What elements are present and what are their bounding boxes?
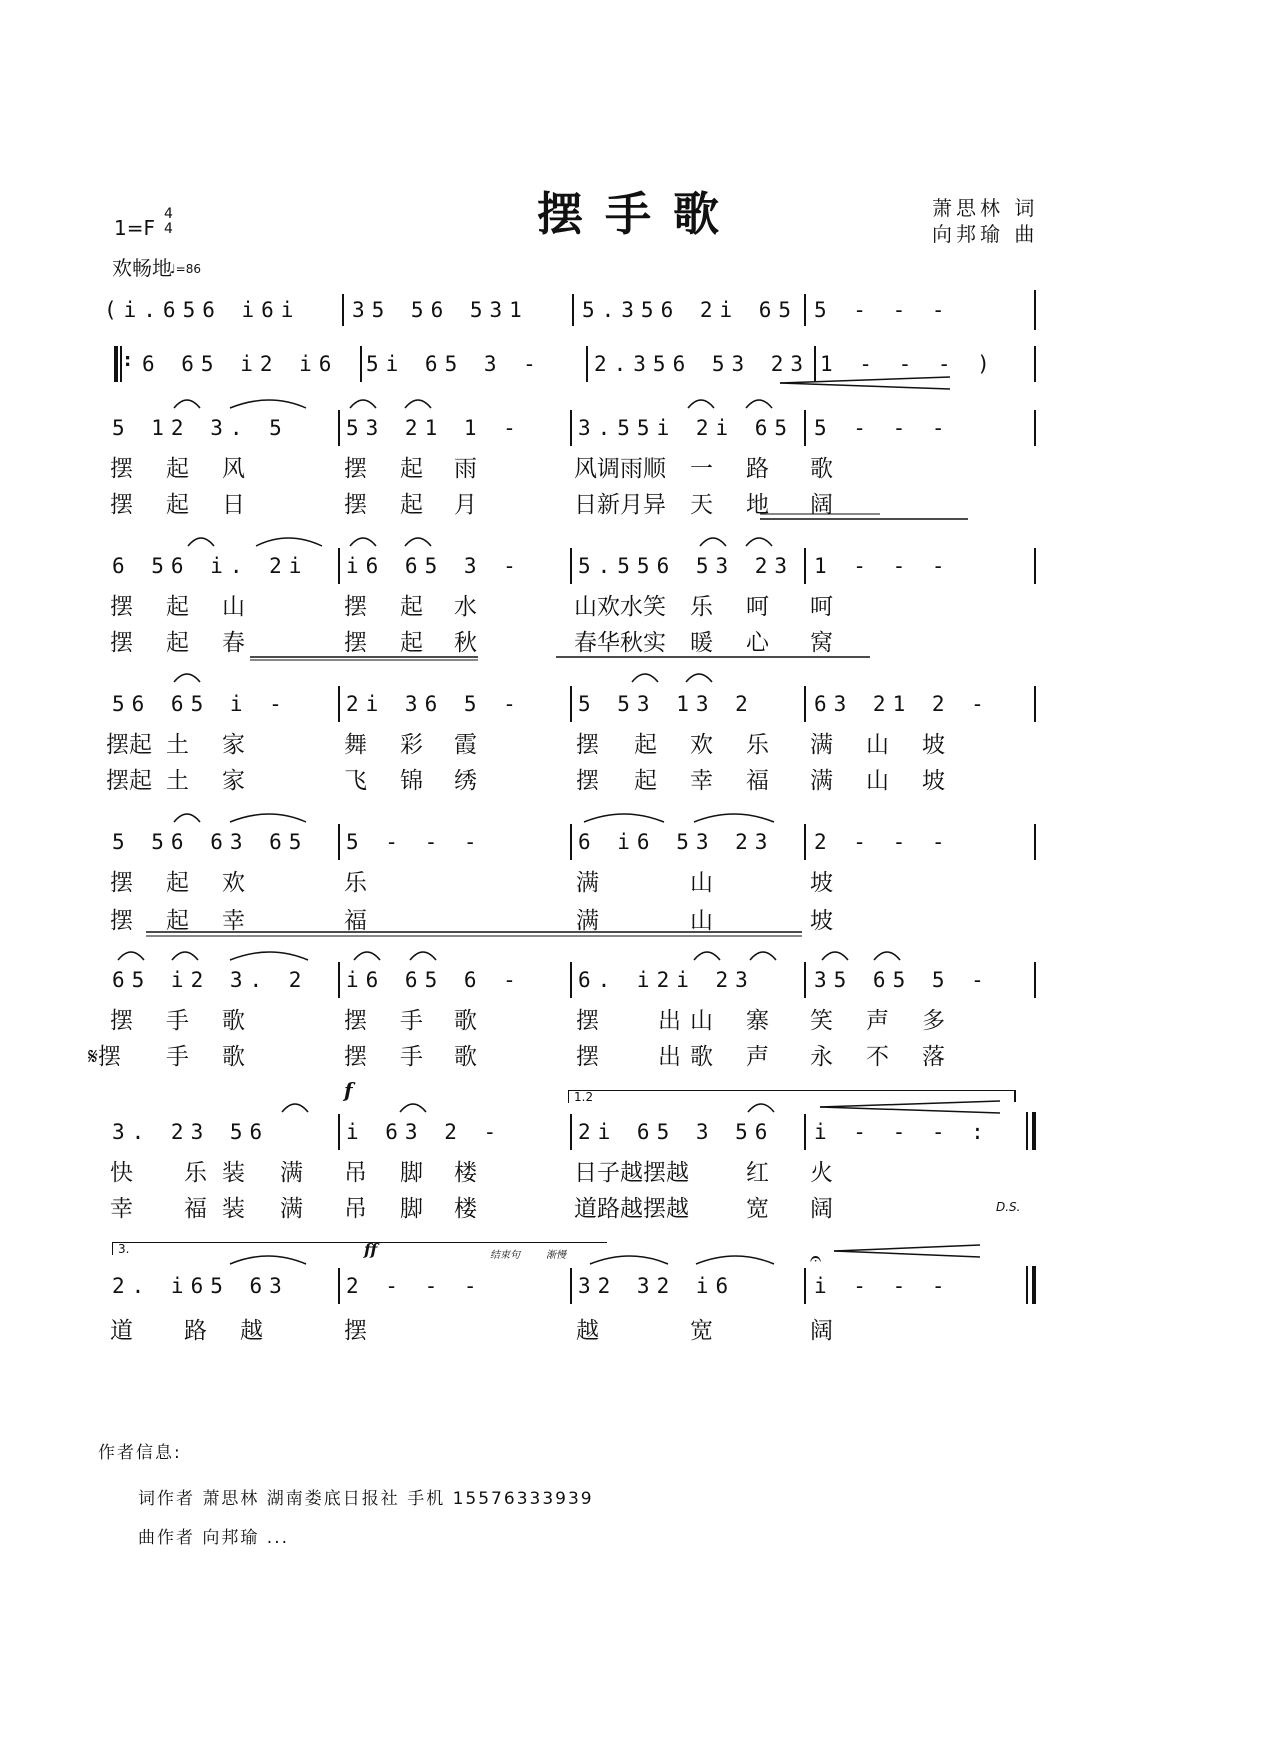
measure: 35 56 531 (352, 298, 529, 322)
volta-label: 3. (118, 1242, 130, 1256)
measure: 2. i65 63 (112, 1274, 289, 1298)
slurs-line-8 (260, 1096, 820, 1116)
bar-line (804, 686, 806, 722)
measure: i 63 2 - (346, 1120, 504, 1144)
bar-line (1034, 824, 1036, 860)
slurs-line-9 (220, 1248, 820, 1268)
bar-line (570, 962, 572, 998)
final-bar (1026, 1266, 1028, 1304)
song-title: 摆手歌 (537, 187, 741, 241)
measure: 2 - - - (814, 830, 952, 854)
forte-mark: f (344, 1078, 353, 1102)
slurs-line-4 (160, 530, 820, 550)
volta-end (1014, 1090, 1016, 1102)
bar-line (338, 824, 340, 860)
crescendo-mark (760, 512, 972, 526)
bar-line (570, 548, 572, 584)
lyricist-info: 词作者 萧思林 湖南娄底日报社 手机 15576333939 (138, 1489, 594, 1509)
score-line-9 (0, 1274, 1278, 1314)
bar-line (570, 1268, 572, 1304)
lyrics-line-9: 道 路 越 摆 越 宽 阔 (110, 1318, 833, 1344)
lyrics-line-5-verse-1: 摆起 土 家 舞 彩 霞 摆 起 欢 乐 满 山 坡 (106, 732, 945, 758)
tempo-mark: ♩=86 (170, 262, 201, 276)
dynamic-lines (146, 928, 808, 942)
lyrics-line-6-verse-2: 摆 起 幸 福 满 山 坡 (110, 908, 833, 934)
score-line-1 (0, 298, 1278, 338)
measure: 5i 65 3 - (366, 352, 543, 376)
bar-line (570, 686, 572, 722)
composer-info: 曲作者 向邦瑜 ... (138, 1528, 290, 1548)
fortissimo-mark: ff (364, 1240, 378, 1259)
measure: 63 21 2 - (814, 692, 991, 716)
bar-line (1034, 290, 1036, 330)
measure: 6. i2i 23 (578, 968, 755, 992)
measure: 3.55i 2i 65 (578, 416, 795, 440)
bar-line (360, 346, 362, 382)
dynamic-lines (250, 650, 880, 664)
bar-line (586, 346, 588, 382)
measure: 35 65 5 - (814, 968, 991, 992)
measure: 2.356 53 23 (594, 352, 811, 376)
measure: (i.656 i6i (104, 298, 301, 322)
measure: 56 65 i - (112, 692, 289, 716)
decrescendo-mark (820, 1100, 1010, 1114)
measure: 1 - - - ) (820, 352, 997, 376)
bar-line (338, 1114, 340, 1150)
decrescendo-mark (834, 1244, 984, 1258)
measure: i - - - : (814, 1120, 991, 1144)
measure: i - - - (814, 1274, 952, 1298)
measure: 53 21 1 - (346, 416, 523, 440)
bar-line (570, 410, 572, 446)
measure: 32 32 i6 (578, 1274, 736, 1298)
bar-line (1034, 346, 1036, 382)
bar-line (804, 962, 806, 998)
volta-label: 1.2 (574, 1090, 594, 1104)
bar-line (338, 686, 340, 722)
repeat-end-bar (1032, 1112, 1036, 1150)
measure: 1 - - - (814, 554, 952, 578)
bar-line (1034, 548, 1036, 584)
lyrics-line-7-verse-1: 摆 手 歌 摆 手 歌 摆 出 山 寨 笑 声 多 (110, 1008, 945, 1034)
slurs-line-5 (160, 666, 820, 686)
bar-line (1034, 962, 1036, 998)
lyrics-line-5-verse-2: 摆起 土 家 飞 锦 绣 摆 起 幸 福 满 山 坡 (106, 768, 945, 794)
measure: i6 65 6 - (346, 968, 523, 992)
lyrics-line-4-verse-2: 摆 起 春 摆 起 秋 春华秋实 暖 心 窝 (110, 630, 833, 656)
bar-line (804, 824, 806, 860)
repeat-dots: : (124, 350, 132, 371)
time-signature: 4 4 (164, 206, 173, 237)
slurs-line-6 (160, 806, 820, 826)
bar-line (804, 1268, 806, 1304)
lyrics-line-7-verse-2: 𝄋摆 手 歌 摆 手 歌 摆 出 歌 声 永 不 落 (88, 1044, 945, 1070)
lyrics-line-8-verse-2: 幸 福 装 满 吊 脚 楼 道路越摆越 宽 阔 (110, 1196, 833, 1222)
bar-line (804, 1114, 806, 1150)
repeat-end-bar (1026, 1112, 1028, 1150)
repeat-start-bar (120, 346, 122, 382)
dal-segno-mark: D.S. (996, 1200, 1021, 1214)
ritardando-mark: 渐慢 (546, 1250, 566, 1261)
measure: 3. 23 56 (112, 1120, 270, 1144)
measure: 5 56 63 65 (112, 830, 309, 854)
bar-line (1034, 410, 1036, 446)
measure: 2i 36 5 - (346, 692, 523, 716)
fermata-mark: 𝄐 (810, 1246, 822, 1270)
bar-line (804, 294, 806, 326)
bar-line (342, 294, 344, 326)
measure: 5.356 2i 65 (582, 298, 799, 322)
final-bar (1032, 1266, 1036, 1304)
measure: 5 12 3. 5 (112, 416, 289, 440)
lyrics-line-8-verse-1: 快 乐 装 满 吊 脚 楼 日子越摆越 红 火 (110, 1160, 833, 1186)
bar-line (570, 824, 572, 860)
lyrics-line-4-verse-1: 摆 起 山 摆 起 水 山欢水笑 乐 呵 呵 (110, 594, 833, 620)
lyrics-line-3-verse-1: 摆 起 风 摆 起 雨 风调雨顺 一 路 歌 (110, 456, 833, 482)
bar-line (572, 294, 574, 326)
ending-phrase-mark: 结束句 (490, 1250, 520, 1261)
score-line-2 (0, 352, 1278, 392)
bar-line (338, 548, 340, 584)
bar-line (338, 410, 340, 446)
repeat-start-bar (114, 346, 118, 382)
measure: 5 - - - (814, 298, 952, 322)
measure: 5 - - - (346, 830, 484, 854)
lyrics-line-3-verse-2: 摆 起 日 摆 起 月 日新月异 天 地 阔 (110, 492, 833, 518)
measure: 65 i2 3. 2 (112, 968, 309, 992)
measure: 5 53 13 2 (578, 692, 755, 716)
measure: 2 - - - (346, 1274, 484, 1298)
measure: 6 i6 53 23 (578, 830, 775, 854)
measure: 6 65 i2 i6 (142, 352, 339, 376)
lyrics-line-6-verse-1: 摆 起 欢 乐 满 山 坡 (110, 870, 833, 896)
bar-line (338, 1268, 340, 1304)
bar-line (804, 410, 806, 446)
measure: 5.556 53 23 (578, 554, 795, 578)
bar-line (1034, 686, 1036, 722)
measure: 5 - - - (814, 416, 952, 440)
key-signature: 1=F (114, 216, 155, 240)
bar-line (570, 1114, 572, 1150)
lyricist-credit: 萧思林 词 (932, 196, 1039, 220)
measure: 2i 65 3 56 (578, 1120, 775, 1144)
composer-credit: 向邦瑜 曲 (932, 222, 1039, 246)
slurs-line-7 (110, 944, 910, 964)
measure: 6 56 i. 2i (112, 554, 309, 578)
bar-line (338, 962, 340, 998)
slurs-line-3 (160, 392, 820, 412)
author-info-heading: 作者信息: (98, 1443, 182, 1463)
measure: i6 65 3 - (346, 554, 523, 578)
tempo-text: 欢畅地 (112, 256, 172, 280)
decrescendo-mark (780, 376, 960, 390)
bar-line (804, 548, 806, 584)
